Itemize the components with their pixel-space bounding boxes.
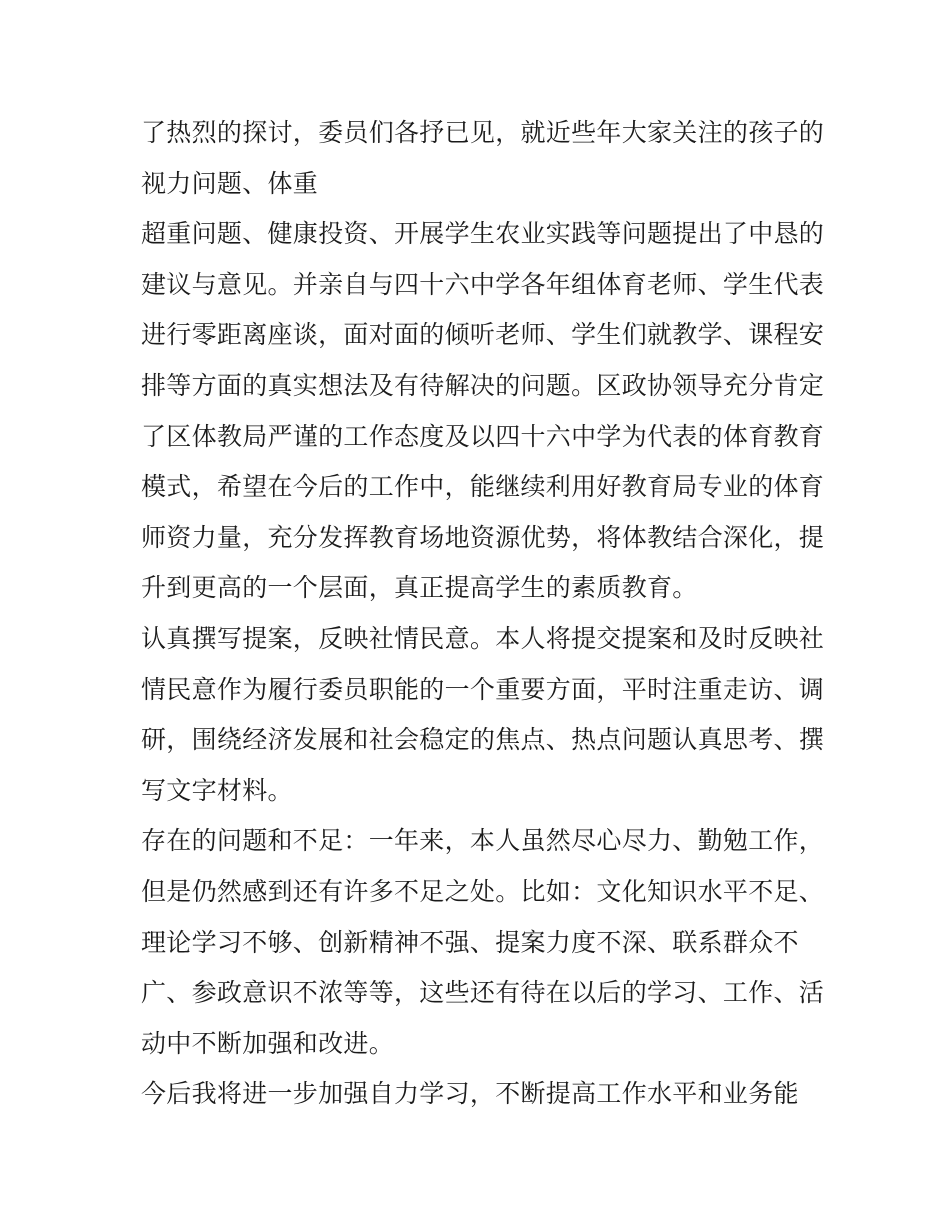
text-line: 视力问题、体重 — [141, 168, 319, 198]
text-line: 排等方面的真实想法及有待解决的问题。区政协领导充分肯定 — [141, 370, 825, 400]
text-line: 广、参政意识不浓等等，这些还有待在以后的学习、工作、活 — [141, 978, 825, 1008]
text-line: 师资力量，充分发挥教育场地资源优势，将体教结合深化，提 — [141, 522, 825, 552]
text-line: 升到更高的一个层面，真正提高学生的素质教育。 — [141, 573, 698, 603]
text-line: 了区体教局严谨的工作态度及以四十六中学为代表的体育教育 — [141, 421, 825, 451]
text-line: 模式，希望在今后的工作中，能继续利用好教育局专业的体育 — [141, 472, 825, 502]
text-line: 理论学习不够、创新精神不强、提案力度不深、联系群众不 — [141, 927, 799, 957]
text-line: 进行零距离座谈，面对面的倾听老师、学生们就教学、课程安 — [141, 320, 825, 350]
text-line: 超重问题、健康投资、开展学生农业实践等问题提出了中恳的 — [141, 219, 825, 249]
text-line: 存在的问题和不足：一年来，本人虽然尽心尽力、勤勉工作， — [141, 826, 825, 856]
text-line: 研，围绕经济发展和社会稳定的焦点、热点问题认真思考、撰 — [141, 725, 825, 755]
text-line: 了热烈的探讨，委员们各抒已见，就近些年大家关注的孩子的 — [141, 118, 825, 147]
text-line: 今后我将进一步加强自力学习，不断提高工作水平和业务能 — [141, 1079, 799, 1109]
text-line: 建议与意见。并亲自与四十六中学各年组体育老师、学生代表 — [141, 269, 825, 299]
text-line: 写文字材料。 — [141, 775, 293, 805]
text-line: 情民意作为履行委员职能的一个重要方面，平时注重走访、调 — [141, 674, 825, 704]
document-body — [141, 108, 825, 1120]
text-line: 但是仍然感到还有许多不足之处。比如：文化知识水平不足、 — [141, 876, 825, 906]
text-line: 动中不断加强和改进。 — [141, 1028, 395, 1058]
text-line: 认真撰写提案，反映社情民意。本人将提交提案和及时反映社 — [141, 623, 825, 653]
